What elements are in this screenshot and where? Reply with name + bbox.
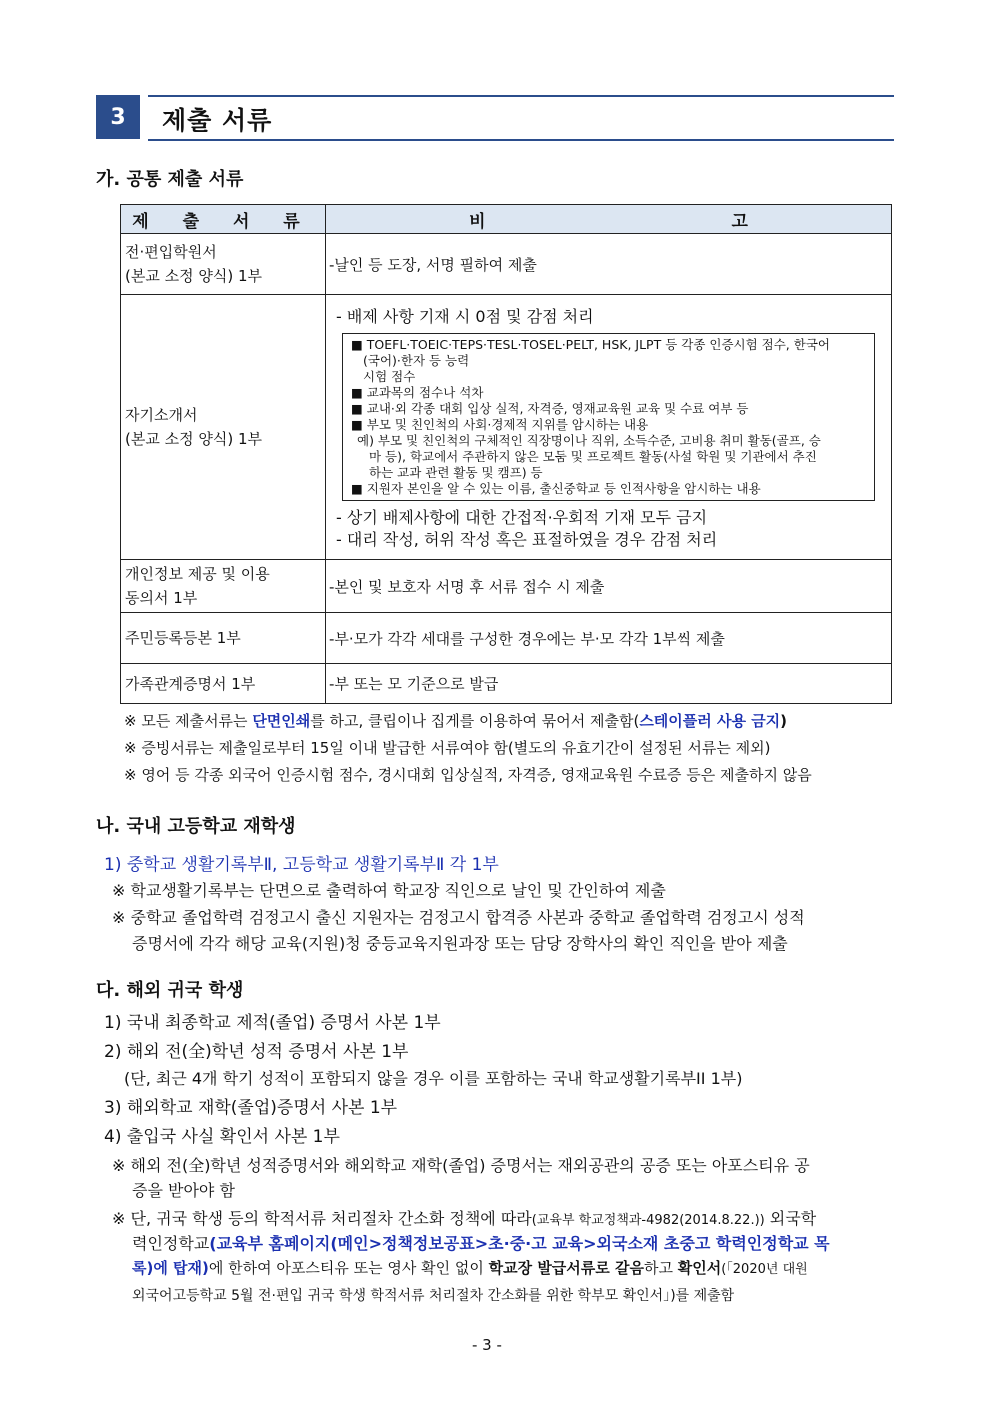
part-c-note-1-line1: ※ 해외 전(全)학년 성적증명서와 해외학교 재학(졸업) 증명서는 재외공관의 공증 또는 아포스티유 공 <box>112 1156 810 1175</box>
doc-cell: 전·편입학원서 (본교 소정 양식) 1부 <box>121 234 326 295</box>
header-remarks: 비 고 <box>326 205 892 234</box>
note-single-sided: ※ 모든 제출서류는 단면인쇄를 하고, 클립이나 집게를 이용하여 묶어서 제출함(스테이플러 사용 금지) <box>124 712 788 730</box>
doc-cell: 개인정보 제공 및 이용 동의서 1부 <box>121 560 326 613</box>
documents-table <box>120 204 892 704</box>
doc-cell: 자기소개서 (본교 소정 양식) 1부 <box>121 295 326 560</box>
table-row <box>121 295 892 560</box>
part-c-item-3: 3) 해외학교 재학(졸업)증명서 사본 1부 <box>104 1098 398 1118</box>
section-rule-top <box>148 95 894 97</box>
part-c-note-2-line3: 록)에 탑재)에 한하여 아포스티유 또는 영사 확인 없이 학교장 발급서류로 갈음하고 확인서(「2020년 대원 <box>132 1259 808 1277</box>
section-number-badge: 3 <box>96 95 140 139</box>
part-c-item-2: 2) 해외 전(全)학년 성적 증명서 사본 1부 <box>104 1042 409 1062</box>
part-b-note-2-line1: ※ 중학교 졸업학력 검정고시 출신 지원자는 검정고시 합격증 사본과 중학교 졸업학력 검정고시 성적 <box>112 908 805 927</box>
section-rule-bottom <box>148 139 894 141</box>
part-a-heading: 가. 공통 제출 서류 <box>96 169 244 190</box>
table-row <box>121 234 892 295</box>
part-c-item-4: 4) 출입국 사실 확인서 사본 1부 <box>104 1127 340 1147</box>
doc-cell: 주민등록등본 1부 <box>121 613 326 664</box>
part-b-heading: 나. 국내 고등학교 재학생 <box>96 816 296 837</box>
part-c-note-1-line2: 증을 받아야 함 <box>132 1181 235 1200</box>
section-title: 제출 서류 <box>162 106 273 135</box>
note-issue-date: ※ 증빙서류는 제출일로부터 15일 이내 발급한 서류여야 함(별도의 유효기간이 설정된 서류는 제외) <box>124 739 771 757</box>
exclusion-box: ■ TOEFL·TOEIC·TEPS·TESL·TOSEL·PELT, HSK, JLPT 등 각종 인증시험 점수, 한국어 (국어)·한자 등 능력 시험 점수 ■ 교과목의 점수나 석차 ■ 교내·외 각종 대회 입상 실적, 자격증, 영재교육원 교육 및 수료 여부 등 ■ 부모 및 친인척의 사회·경제적 지위를 암시하는 내용 예) 부모 및 친인척의 구체적인 직장명이나 직위, 소득수준, 고비용 취미 활동(골프, 승 마 등), 학교에서 주관하지 않은 모둠 및 프로젝트 활동(사설 학원 및 기관에서 추진 하는 교과 관련 활동 및 캠프) 등 ■ 지원자 본인을 알 수 있는 이름, 출신중학교 등 인적사항을 암시하는 내용 <box>342 333 875 501</box>
part-c-item-2-sub: (단, 최근 4개 학기 성적이 포함되지 않을 경우 이를 포함하는 국내 학교생활기록부II 1부) <box>124 1069 743 1088</box>
header-documents: 제 출 서 류 <box>121 205 326 234</box>
part-b-note-1: ※ 학교생활기록부는 단면으로 출력하여 학교장 직인으로 날인 및 간인하여 제출 <box>112 881 666 900</box>
remark-cell: -부 또는 모 기준으로 발급 <box>326 664 892 704</box>
part-b-note-2-line2: 증명서에 각각 해당 교육(지원)청 중등교육지원과장 또는 담당 장학사의 확인 직인을 받아 제출 <box>132 934 788 953</box>
part-c-heading: 다. 해외 귀국 학생 <box>96 980 244 1001</box>
table-row <box>121 613 892 664</box>
part-c-note-2-line2: 력인정학교(교육부 홈페이지(메인>정책정보공표>초·중·고 교육>외국소재 초중고 학력인정학교 목 <box>132 1234 830 1253</box>
table-header-row <box>121 205 892 234</box>
part-b-item-1: 1) 중학교 생활기록부Ⅱ, 고등학교 생활기록부Ⅱ 각 1부 <box>104 855 499 875</box>
page-number: - 3 - <box>472 1336 502 1354</box>
part-c-note-2-line1: ※ 단, 귀국 학생 등의 학적서류 처리절차 간소화 정책에 따라(교육부 학교정책과-4982(2014.8.22.)) 외국학 <box>112 1209 817 1228</box>
part-c-item-1: 1) 국내 최종학교 제적(졸업) 증명서 사본 1부 <box>104 1013 441 1033</box>
remark-cell: -날인 등 도장, 서명 필하여 제출 <box>326 234 892 295</box>
table-row <box>121 664 892 704</box>
doc-cell: 가족관계증명서 1부 <box>121 664 326 704</box>
remark-cell: - 배제 사항 기재 시 0점 및 감점 처리 ■ TOEFL·TOEIC·TEPS·TESL·TOSEL·PELT, HSK, JLPT 등 각종 인증시험 점수, 한국어 (국어)·한자 등 능력 시험 점수 ■ 교과목의 점수나 석차 ■ 교내·외 각종 대회 입상 실적, 자격증, 영재교육원 교육 및 수료 여부 등 ■ 부모 및 친인척의 사회·경제적 지위를 암시하는 내용 예) 부모 및 친인척의 구체적인 직장명이나 직위, 소득수준, 고비용 취미 활동(골프, 승 마 등), 학교에서 주관하지 않은 모둠 및 프로젝트 활동(사설 학원 및 기관에서 추진 하는 교과 관련 활동 및 캠프) 등 ■ 지원자 본인을 알 수 있는 이름, 출신중학교 등 인적사항을 암시하는 내용 - 상기 배제사항에 대한 간접적·우회적 기재 모두 금지 - 대리 작성, 허위 작성 혹은 표절하였을 경우 감점 처리 <box>326 295 892 560</box>
part-c-note-2-line4: 외국어고등학교 5월 전·편입 귀국 학생 학적서류 처리절차 간소화를 위한 학부모 확인서」)를 제출함 <box>132 1288 735 1304</box>
note-no-certificates: ※ 영어 등 각종 외국어 인증시험 점수, 경시대회 입상실적, 자격증, 영재교육원 수료증 등은 제출하지 않음 <box>124 766 812 784</box>
table-row <box>121 560 892 613</box>
remark-cell: -부·모가 각각 세대를 구성한 경우에는 부·모 각각 1부씩 제출 <box>326 613 892 664</box>
remark-cell: -본인 및 보호자 서명 후 서류 접수 시 제출 <box>326 560 892 613</box>
